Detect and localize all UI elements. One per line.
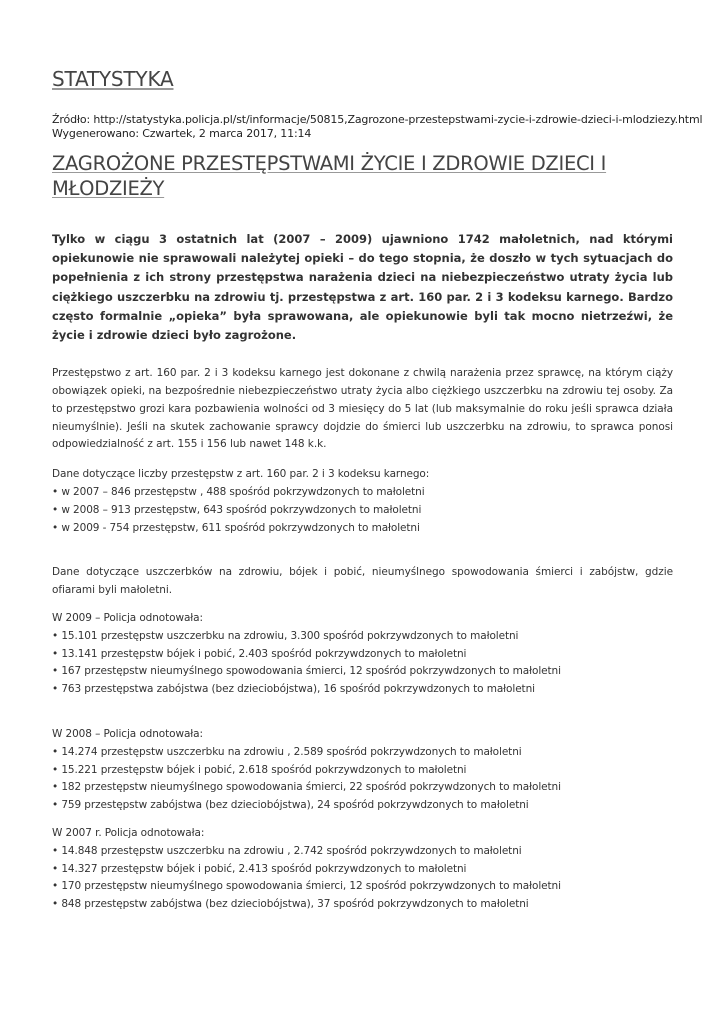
art160-section: [52, 466, 673, 537]
list-item: • 15.221 przestępstw bójek i pobić, 2.618 spośród pokrzywdzonych to małoletni: [52, 763, 467, 776]
section-heading: W 2007 r. Policja odnotowała:: [52, 826, 205, 839]
list-item: • 13.141 przestępstw bójek i pobić, 2.403 spośród pokrzywdzonych to małoletni: [52, 647, 467, 660]
source-line: Źródło: http://statystyka.policja.pl/st/informacje/50815,Zagrozone-przestepstwami-zycie-i-zdrowie-dzieci-i-mlodziezy.html: [52, 113, 703, 126]
generated-line: Wygenerowano: Czwartek, 2 marca 2017, 11:14: [52, 127, 312, 140]
list-item: • 170 przestępstw nieumyślnego spowodowania śmierci, 12 spośród pokrzywdzonych to małoletni: [52, 880, 561, 893]
source-meta: [52, 113, 703, 141]
list-item: • 14.274 przestępstw uszczerbku na zdrowiu , 2.589 spośród pokrzywdzonych to małoletni: [52, 745, 522, 758]
section-heading: W 2009 – Policja odnotowała:: [52, 611, 203, 624]
list-item: • 759 przestępstw zabójstwa (bez dzieciobójstwa), 24 spośród pokrzywdzonych to małoletni: [52, 799, 529, 812]
section-2008: [52, 726, 673, 815]
list-item: • 15.101 przestępstw uszczerbku na zdrowiu, 3.300 spośród pokrzywdzonych to małoletni: [52, 629, 519, 642]
section-heading: W 2008 – Policja odnotowała:: [52, 727, 203, 740]
list-item: • 14.327 przestępstw bójek i pobić, 2.413 spośród pokrzywdzonych to małoletni: [52, 862, 467, 875]
injuries-intro: Dane dotyczące uszczerbków na zdrowiu, bójek i pobić, nieumyślnego spowodowania śmierci i zabójstw, gdzie ofiarami byli małoletni.: [52, 566, 673, 597]
list-item: • 182 przestępstw nieumyślnego spowodowania śmierci, 22 spośród pokrzywdzonych to małoletni: [52, 781, 561, 794]
list-item: • 848 przestępstw zabójstwa (bez dzieciobójstwa), 37 spośród pokrzywdzonych to małoletni: [52, 898, 529, 911]
section-2007: [52, 825, 673, 914]
article-title[interactable]: ZAGROŻONE PRZESTĘPSTWAMI ŻYCIE I ZDROWIE DZIECI I MŁODZIEŻY: [52, 152, 607, 200]
site-title[interactable]: STATYSTYKA: [52, 67, 174, 91]
legal-paragraph: Przestępstwo z art. 160 par. 2 i 3 kodeksu karnego jest dokonane z chwilą narażenia przez sprawcę, na którym ciąży obowiązek opieki, na bezpośrednie niebezpieczeństwo utraty życia albo ciężkiego uszczerbku na zdrowiu tej osoby. Za to przestępstwo grozi kara pozbawienia wolności od 3 miesięcy do 5 lat (lub maksymalnie do roku jeśli sprawca działa nieumyślnie). Jeśli na skutek zachowanie sprawcy dojdzie do śmierci lub uszczerbku na zdrowiu, to sprawca ponosi odpowiedzialność z art. 155 i 156 lub nawet 148 k.k.: [52, 367, 673, 451]
list-item: • 167 przestępstw nieumyślnego spowodowania śmierci, 12 spośród pokrzywdzonych to małoletni: [52, 665, 561, 678]
lead-paragraph: Tylko w ciągu 3 ostatnich lat (2007 – 2009) ujawniono 1742 małoletnich, nad którymi opiekunowie nie sprawowali należytej opieki – do tego stopnia, że doszło w tych sytuacjach do popełnienia z ich strony przestępstwa narażenia dzieci na niebezpieczeństwo utraty życia lub ciężkiego uszczerbku na zdrowiu tj. przestępstwa z art. 160 par. 2 i 3 kodeksu karnego. Bardzo często formalnie „opieka” była sprawowana, ale opiekunowie byli tak mocno nietrzeźwi, że życie i zdrowie dzieci było zagrożone.: [52, 232, 673, 343]
section-2009: [52, 610, 673, 699]
list-item: • w 2007 – 846 przestępstw , 488 spośród pokrzywdzonych to małoletni: [52, 486, 425, 498]
list-item: • 763 przestępstwa zabójstwa (bez dzieciobójstwa), 16 spośród pokrzywdzonych to małoletni: [52, 683, 535, 696]
list-item: • w 2009 - 754 przestępstw, 611 spośród pokrzywdzonych to małoletni: [52, 521, 420, 534]
art160-heading: Dane dotyczące liczby przestępstw z art. 160 par. 2 i 3 kodeksu karnego:: [52, 468, 430, 481]
list-item: • 14.848 przestępstw uszczerbku na zdrowiu , 2.742 spośród pokrzywdzonych to małoletni: [52, 844, 522, 857]
list-item: • w 2008 – 913 przestępstw, 643 spośród pokrzywdzonych to małoletni: [52, 503, 422, 516]
